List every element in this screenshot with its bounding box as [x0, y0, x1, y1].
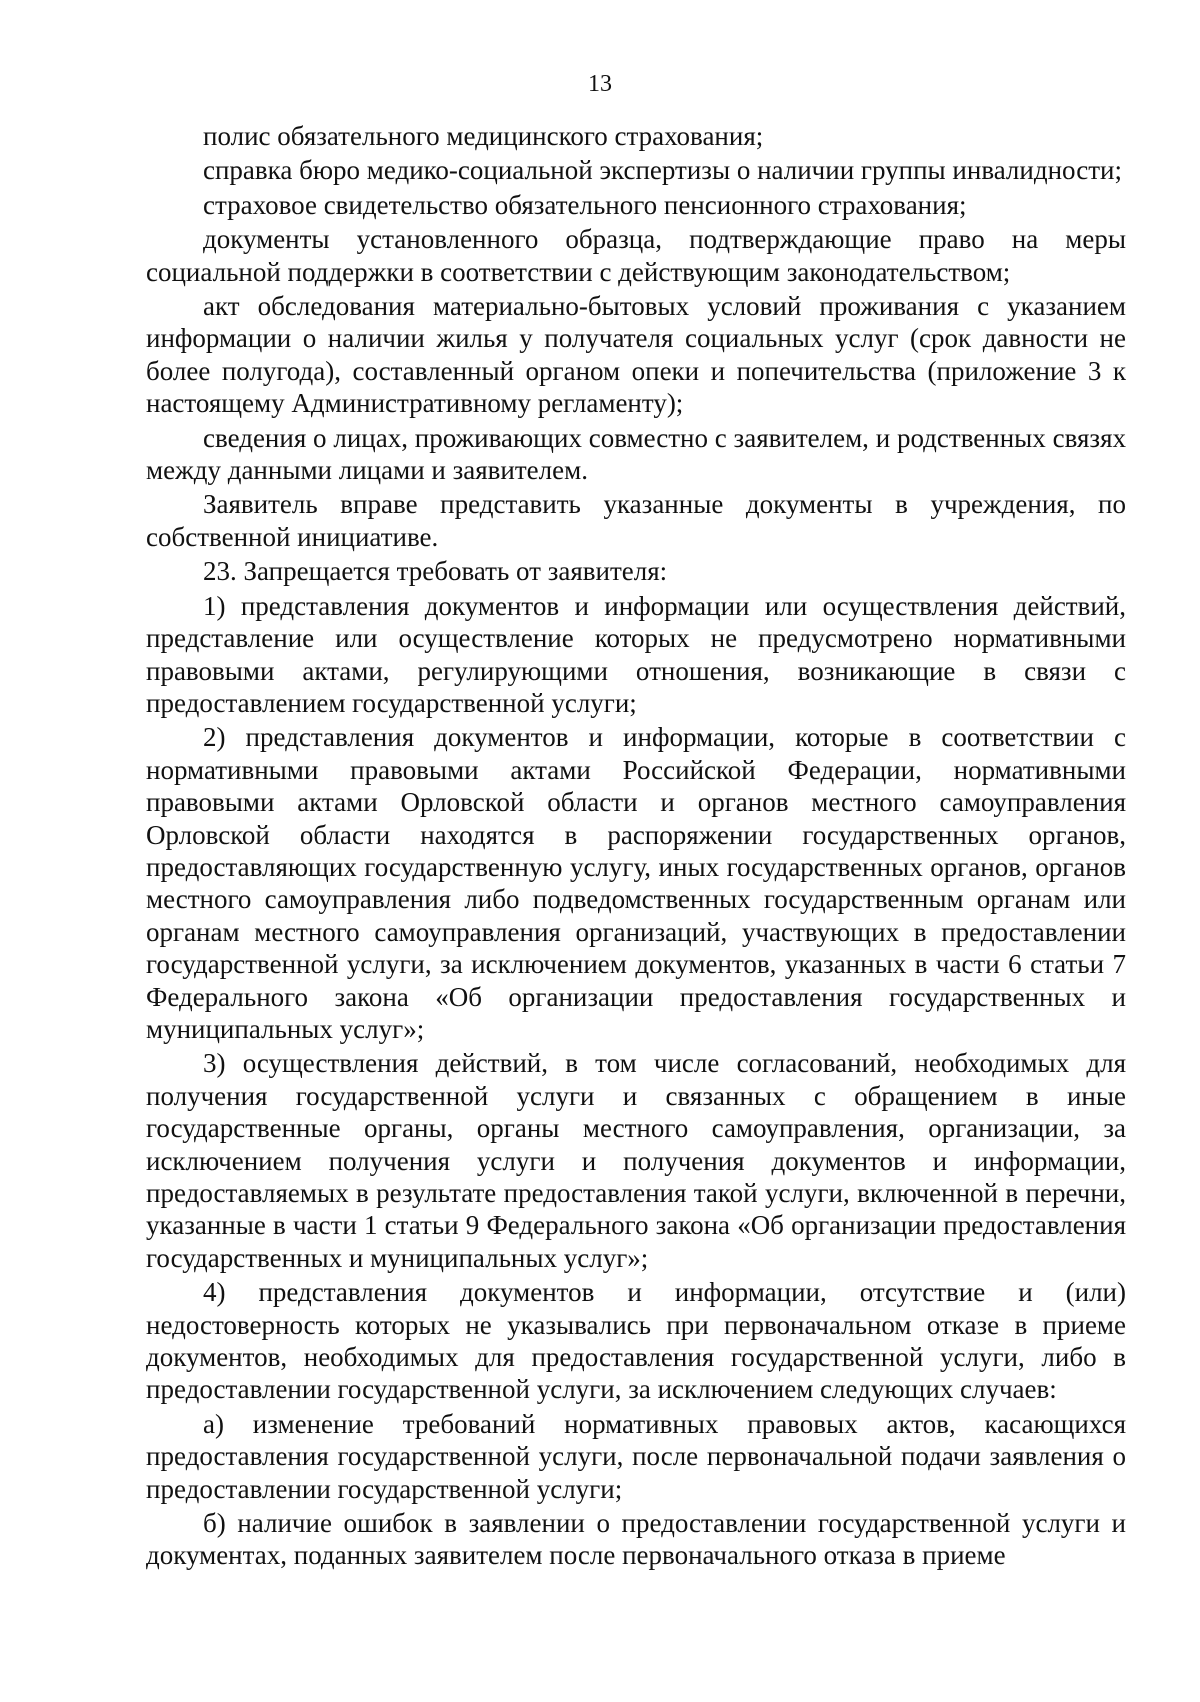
paragraph: справка бюро медико-социальной экспертизы о наличии группы инвалидности; — [203, 155, 1122, 186]
list-item: 1) представления документов и информации или осуществления действий, представление или осуществление которых не предусмотрено нормативными правовыми актами, регулирующими отношения, возникающие в связи с предоставлением государственной услуги; — [146, 590, 1126, 718]
paragraph: полис обязательного медицинского страхования; — [203, 121, 764, 151]
list-item: 3) осуществления действий, в том числе согласований, необходимых для получения государственной услуги и связанных с обращением в иные государственные органы, органы местного самоуправления, организации, за исключением получения услуги и получения документов и информации, предоставляемых в результате предоставления такой услуги, включенной в перечни, указанные в части 1 статьи 9 Федерального закона «Об организации предоставления государственных и муниципальных услуг»; — [146, 1048, 1126, 1273]
paragraph: сведения о лицах, проживающих совместно с заявителем, и родственных связях между данными лицами и заявителем. — [146, 422, 1126, 486]
paragraph: акт обследования материально-бытовых условий проживания с указанием информации о наличии жилья у получателя социальных услуг (срок давности не более полугода), составленный органом опеки и попечительства (приложение 3 к настоящему Административному регламенту); — [146, 291, 1126, 419]
paragraph: страховое свидетельство обязательного пенсионного страхования; — [203, 189, 967, 220]
page-number: 13 — [588, 71, 612, 97]
list-item: 2) представления документов и информации, которые в соответствии с нормативными правовыми актами Российской Федерации, нормативными правовыми актами Орловской области и органов местного самоуправления Орловской области находятся в распоряжении государственных органов, предоставляющих государственную услугу, иных государственных органов, органов местного самоуправления либо подведомственных государственным органам или органам местного самоуправления организаций, участвующих в предоставлении государственной услуги, за исключением документов, указанных в части 6 статьи 7 Федерального закона «Об организации предоставления государственных и муниципальных услуг»; — [146, 722, 1126, 1044]
list-item: 4) представления документов и информации, отсутствие и (или) недостоверность которых не указывались при первоначальном отказе в приеме документов, необходимых для предоставления государственной услуги, либо в предоставлении государственной услуги, за исключением следующих случаев: — [146, 1277, 1126, 1405]
paragraph: Заявитель вправе представить указанные документы в учреждения, по собственной инициативе. — [146, 489, 1126, 552]
sub-list-item: б) наличие ошибок в заявлении о предоставлении государственной услуги и документах, поданных заявителем после первоначального отказа в приеме — [146, 1508, 1126, 1571]
sub-list-item: а) изменение требований нормативных правовых актов, касающихся предоставления государственной услуги, после первоначальной подачи заявления о предоставлении государственной услуги; — [146, 1408, 1126, 1504]
paragraph: документы установленного образца, подтверждающие право на меры социальной поддержки в соответствии с действующим законодательством; — [146, 224, 1126, 287]
document-body — [146, 120, 1126, 1574]
section-heading: 23. Запрещается требовать от заявителя: — [203, 556, 668, 587]
